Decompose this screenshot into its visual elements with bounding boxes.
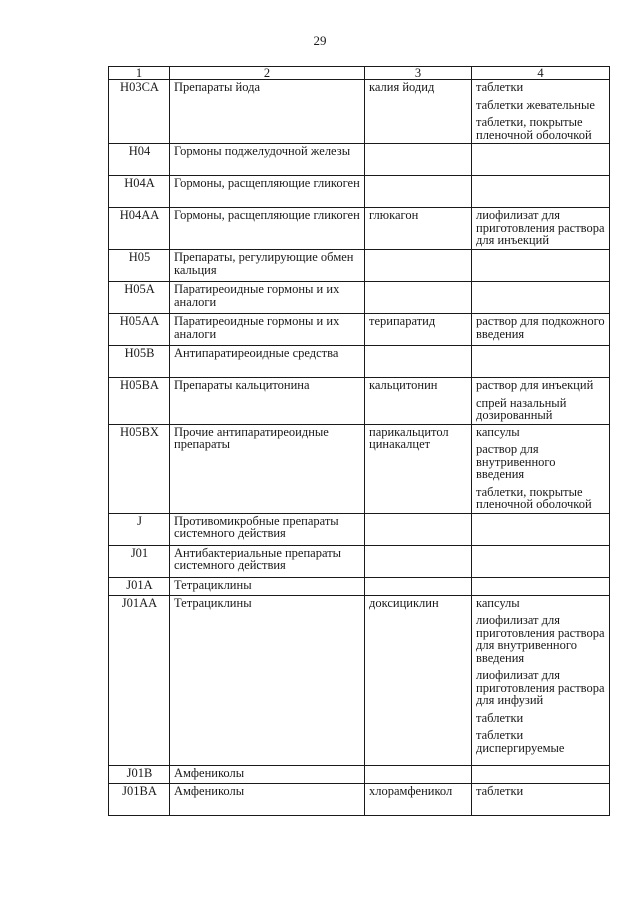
group-name-cell: Гормоны поджелудочной железы [170, 144, 365, 176]
dosage-form: таблетки [476, 80, 524, 94]
dosage-form: таблетки [476, 710, 524, 725]
substance-cell [365, 314, 472, 346]
substance-name: хлорамфеникол [369, 783, 453, 798]
dosage-form-cell [472, 80, 610, 144]
dosage-form: капсулы [476, 595, 520, 610]
dosage-form-cell [472, 765, 610, 783]
group-name-cell: Препараты йода [170, 80, 365, 144]
dosage-form: лиофилизат для приготовления раствора для внутривенного введения [476, 613, 605, 665]
atc-code-cell: H04 [109, 144, 170, 176]
substance-name: калия йодид [369, 80, 435, 94]
dosage-form: таблетки [476, 783, 524, 798]
atc-code-cell: H05B [109, 346, 170, 378]
atc-code-cell: H03CA [109, 80, 170, 144]
atc-code-cell: J01AA [109, 595, 170, 765]
group-name-cell: Гормоны, расщепляющие гликоген [170, 208, 365, 250]
group-name-cell: Гормоны, расщепляющие гликоген [170, 176, 365, 208]
dosage-form-cell [472, 424, 610, 513]
dosage-form-cell [472, 577, 610, 595]
table-row [109, 80, 610, 144]
column-header-4: 4 [472, 67, 610, 80]
dosage-form: раствор для подкожного введения [476, 314, 605, 341]
group-name-cell: Антибактериальные препараты системного действия [170, 545, 365, 577]
substance-cell [365, 208, 472, 250]
atc-code-cell: J01BA [109, 783, 170, 815]
dosage-form: таблетки, покрытые пленочной оболочкой [476, 484, 592, 511]
dosage-form: раствор для внутривенного введения [476, 442, 556, 481]
dosage-form-cell [472, 144, 610, 176]
substance-name: парикальцитол [369, 424, 449, 439]
substance-name: терипаратид [369, 314, 436, 328]
substance-cell [365, 513, 472, 545]
dosage-form-cell [472, 513, 610, 545]
substance-cell [365, 595, 472, 765]
substance-cell [365, 783, 472, 815]
column-header-2: 2 [170, 67, 365, 80]
atc-code-cell: J01A [109, 577, 170, 595]
group-name-cell: Амфениколы [170, 783, 365, 815]
group-name-cell: Препараты кальцитонина [170, 378, 365, 425]
substance-cell [365, 80, 472, 144]
table-row [109, 765, 610, 783]
group-name-cell: Тетрациклины [170, 577, 365, 595]
table-row [109, 424, 610, 513]
atc-code-cell: H05BA [109, 378, 170, 425]
substance-cell [365, 577, 472, 595]
dosage-form-cell [472, 783, 610, 815]
table-row [109, 577, 610, 595]
dosage-form: лиофилизат для приготовления раствора для инъекций [476, 208, 605, 247]
dosage-form-cell [472, 314, 610, 346]
dosage-form-cell [472, 595, 610, 765]
dosage-form: лиофилизат для приготовления раствора для инфузий [476, 668, 605, 707]
group-name-cell: Паратиреоидные гормоны и их аналоги [170, 314, 365, 346]
group-name-cell: Прочие антипаратиреоидные препараты [170, 424, 365, 513]
table-row [109, 250, 610, 282]
atc-code-cell: H05BX [109, 424, 170, 513]
table-row [109, 378, 610, 425]
group-name-cell: Тетрациклины [170, 595, 365, 765]
dosage-form: таблетки жевательные [476, 97, 595, 112]
table-row [109, 513, 610, 545]
substance-cell [365, 765, 472, 783]
table-row [109, 346, 610, 378]
group-name-cell: Амфениколы [170, 765, 365, 783]
page-number: 29 [313, 33, 327, 48]
dosage-form-cell [472, 208, 610, 250]
table-row [109, 282, 610, 314]
atc-code-cell: J01B [109, 765, 170, 783]
atc-code-cell: H05A [109, 282, 170, 314]
table-body [109, 80, 610, 816]
substance-cell [365, 378, 472, 425]
substance-cell [365, 424, 472, 513]
group-name-cell: Паратиреоидные гормоны и их аналоги [170, 282, 365, 314]
drug-table [108, 66, 610, 816]
group-name-cell: Антипаратиреоидные средства [170, 346, 365, 378]
substance-cell [365, 250, 472, 282]
dosage-form-cell [472, 346, 610, 378]
substance-name: кальцитонин [369, 378, 438, 392]
dosage-form: раствор для инъекций [476, 378, 594, 392]
dosage-form-cell [472, 176, 610, 208]
substance-name: цинакалцет [369, 437, 431, 451]
group-name-cell: Противомикробные препараты системного действия [170, 513, 365, 545]
substance-cell [365, 346, 472, 378]
atc-code-cell: H05 [109, 250, 170, 282]
substance-cell [365, 144, 472, 176]
substance-name: глюкагон [369, 208, 419, 222]
column-header-3: 3 [365, 67, 472, 80]
atc-code-cell: H05AA [109, 314, 170, 346]
table-row [109, 144, 610, 176]
dosage-form: таблетки, покрытые пленочной оболочкой [476, 115, 592, 142]
dosage-form-cell [472, 378, 610, 425]
atc-code-cell: J01 [109, 545, 170, 577]
table-row [109, 783, 610, 815]
header-row [109, 67, 610, 80]
atc-code-cell: H04A [109, 176, 170, 208]
atc-code-cell: H04AA [109, 208, 170, 250]
dosage-form-cell [472, 545, 610, 577]
substance-cell [365, 176, 472, 208]
dosage-form: капсулы [476, 424, 520, 439]
table-row [109, 314, 610, 346]
atc-code-cell: J [109, 513, 170, 545]
table-row [109, 595, 610, 765]
dosage-form-cell [472, 282, 610, 314]
table-row [109, 176, 610, 208]
column-header-1: 1 [109, 67, 170, 80]
dosage-form: таблетки диспергируемые [476, 728, 565, 755]
substance-cell [365, 545, 472, 577]
table-row [109, 545, 610, 577]
dosage-form-cell [472, 250, 610, 282]
substance-cell [365, 282, 472, 314]
table-row [109, 208, 610, 250]
dosage-form: спрей назальный дозированный [476, 395, 567, 422]
substance-name: доксициклин [369, 595, 439, 610]
group-name-cell: Препараты, регулирующие обмен кальция [170, 250, 365, 282]
